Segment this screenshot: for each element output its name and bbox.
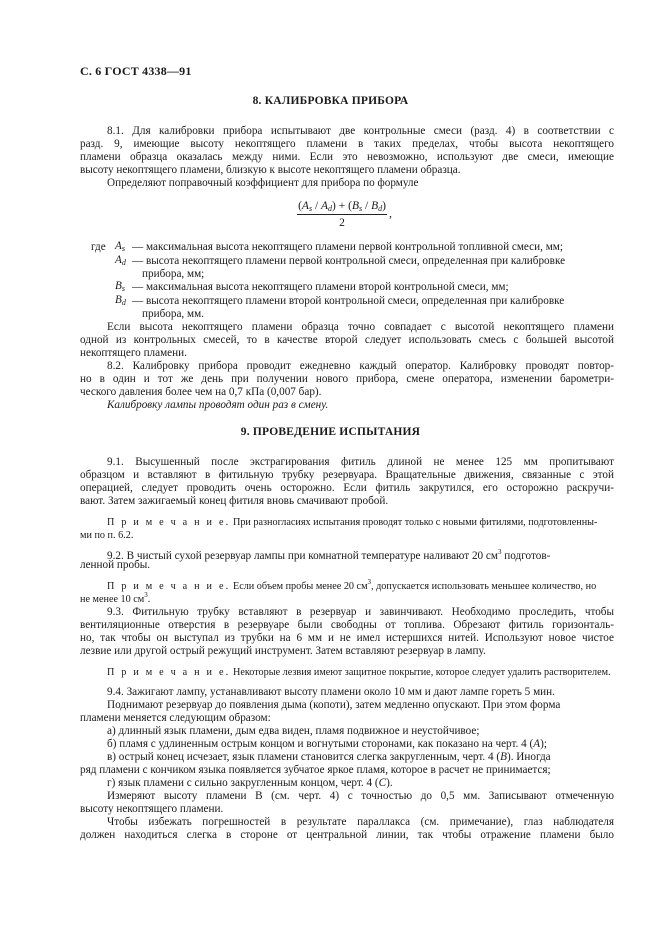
formula-numerator: $(A_s / A_d) + (B_s / B_d)$ bbox=[298, 200, 386, 213]
paragraph-8-2-line: 8.2. Калибровку прибора проводит ежедневно каждый оператор. Калибровку проводят повтор- bbox=[107, 360, 614, 372]
paragraph-parallax-line: должен находиться слегка в стороне от центральной линии, так чтобы отражение пламени было bbox=[80, 829, 614, 841]
paragraph-8-1-line: пламени образца оказалась между ними. Если это невозможно, используют две смеси, имеющие bbox=[80, 151, 614, 163]
note-1-line: П р и м е ч а н и е. При разногласиях испытания проводят только с новыми фитилями, подготовленны- bbox=[107, 517, 598, 528]
paragraph-8-2-line: ческого давления более чем на 0,7 кПа (0,007 бар). bbox=[80, 386, 322, 398]
paragraph-9-4-line: пламени меняется следующим образом: bbox=[80, 712, 271, 724]
formula-comma: , bbox=[389, 206, 392, 220]
paragraph-9-1-line: 9.1. Высушенный после экстрагирования фитиль длиной не менее 125 мм пропитывают bbox=[107, 456, 614, 468]
list-item-g: г) язык пламени с сильно закругленным концом, черт. 4 (C). bbox=[107, 777, 393, 789]
def-text: — высота некоптящего пламени первой контрольной смеси, определенная при калибровке bbox=[132, 255, 566, 267]
paragraph-8-1-line: высоту некоптящего пламени, близкую к высоте некоптящего пламени образца. bbox=[80, 164, 461, 176]
paragraph-measure-line: высоту некоптящего пламени. bbox=[80, 803, 224, 815]
def-symbol: $A_d$ bbox=[115, 254, 126, 267]
paragraph-8-2-line: но в один и тот же день при получении нового прибора, смене оператора, изменении барометри- bbox=[80, 373, 614, 385]
def-text: — максимальная высота некоптящего пламени второй контрольной смеси, мм; bbox=[132, 281, 509, 293]
paragraph-9-3-line: но, так чтобы он выступал из трубки на 6 мм и не имел истершихся нитей. Используют новое чистое bbox=[80, 632, 614, 644]
paragraph-8-2-italic: Калибровку лампы проводят один раз в смену. bbox=[107, 399, 329, 411]
note-2-line: не менее 10 $см^3$. bbox=[80, 591, 151, 605]
paragraph-line: некоптящего пламени. bbox=[80, 347, 187, 359]
section-9-title: 9. ПРОВЕДЕНИЕ ИСПЫТАНИЯ bbox=[240, 426, 421, 438]
paragraph-8-1-line: 8.1. Для калибровки прибора испытывают две контрольные смеси (разд. 4) в соответствии с bbox=[107, 125, 614, 137]
paragraph-9-3-line: лезвие или другой острый режущий инструмент. Затем вставляют резервуар в лампу. bbox=[80, 645, 486, 657]
correction-formula bbox=[297, 200, 387, 229]
list-item-v-cont: ряд пламени с кончиком языка появляется зубчатое яркое пламя, которое в расчет не принимается; bbox=[80, 764, 551, 776]
list-item-a: а) длинный язык пламени, дым едва виден, пламя подвижное и неустойчивое; bbox=[107, 725, 480, 737]
note-label: П р и м е ч а н и е. bbox=[107, 517, 231, 528]
def-symbol: $B_d$ bbox=[115, 294, 126, 307]
paragraph-9-2-line: ленной пробы. bbox=[80, 559, 151, 571]
note-3-line: П р и м е ч а н и е. Некоторые лезвия имеют защитное покрытие, которое следует удалить растворителем. bbox=[107, 667, 611, 678]
paragraph-9-3-line: 9.3. Фитильную трубку вставляют в резервуар и завинчивают. Необходимо проследить, чтобы bbox=[107, 606, 614, 618]
list-item-v: в) острый конец исчезает, язык пламени становится слегка закругленным, черт. 4 (B). Иногда bbox=[107, 751, 551, 763]
def-text: прибора, мм. bbox=[142, 308, 204, 320]
paragraph-9-1-line: образцом и вставляют в фитильную трубку резервуара. Вращательные движения, связанные с этой bbox=[80, 469, 614, 481]
def-symbol: $A_s$ bbox=[115, 240, 125, 253]
paragraph-line: Если высота некоптящего пламени образца точно совпадает с высотой некоптящего пламени bbox=[107, 321, 614, 333]
formula-intro: Определяют поправочный коэффициент для прибора по формуле bbox=[107, 177, 419, 189]
note-2-line: П р и м е ч а н и е. Если объем пробы менее 20 $см^3$, допускается использовать меньшее количество, но bbox=[107, 578, 597, 592]
paragraph-parallax-line: Чтобы избежать погрешностей в результате параллакса (см. примечание), глаз наблюдателя bbox=[107, 816, 614, 828]
formula-denominator: 2 bbox=[339, 217, 345, 229]
def-symbol: $B_s$ bbox=[115, 280, 125, 293]
def-text: — высота некоптящего пламени второй контрольной смеси, определенная при калибровке bbox=[132, 295, 565, 307]
section-8-title: 8. КАЛИБРОВКА ПРИБОРА bbox=[252, 95, 409, 107]
paragraph-9-1-line: вают. Затем зажигаемый конец фитиля вновь смачивают пробой. bbox=[80, 495, 389, 507]
paragraph-9-4-line: 9.4. Зажигают лампу, устанавливают высоту пламени около 10 мм и дают лампе гореть 5 мин. bbox=[107, 686, 555, 698]
def-text: прибора, мм; bbox=[142, 268, 205, 280]
paragraph-measure-line: Измеряют высоту пламени B (см. черт. 4) с точностью до 0,5 мм. Записывают отмеченную bbox=[107, 790, 614, 802]
paragraph-9-3-line: вентиляционные отверстия в резервуаре были свободны от топлива. Обрезают фитиль горизонталь- bbox=[80, 619, 614, 631]
paragraph-line: одной из контрольных смесей, то в качестве второй следует использовать смесь с большей высотой bbox=[80, 334, 614, 346]
paragraph-8-1-line: разд. 9, имеющие высоту некоптящего пламени в таких пределах, чтобы высота некоптящего bbox=[80, 138, 614, 150]
list-item-b: б) пламя с удлиненным острым концом и вогнутыми сторонами, как показано на черт. 4 (A); bbox=[107, 738, 547, 750]
where-word: где bbox=[91, 241, 106, 253]
page-header: С. 6 ГОСТ 4338—91 bbox=[80, 64, 192, 78]
def-text: — максимальная высота некоптящего пламени первой контрольной топливной смеси, мм; bbox=[132, 241, 563, 253]
paragraph-9-1-line: операцией, следует проводить очень осторожно. Если фитиль закрутился, его осторожно раскручи- bbox=[80, 482, 614, 494]
paragraph-9-4-line: Поднимают резервуар до появления дыма (копоти), затем медленно опускают. При этом форма bbox=[107, 699, 561, 711]
note-1-line: ми по п. 6.2. bbox=[80, 530, 134, 541]
paragraph-9-2-line: 9.2. В чистый сухой резервуар лампы при комнатной температуре наливают 20 $см^3$ подготов- bbox=[107, 548, 551, 562]
